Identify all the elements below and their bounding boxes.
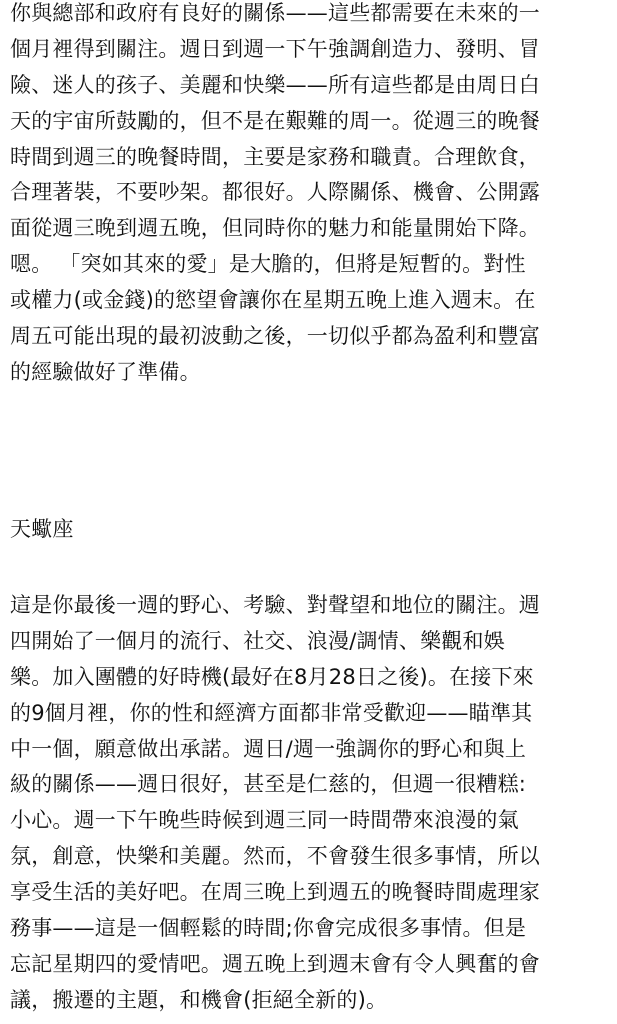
text-line: 級的關係——週日很好，甚至是仁慈的，但週一很糟糕:: [10, 772, 527, 797]
text-line: 周五可能出現的最初波動之後，一切似乎都為盈利和豐富: [10, 324, 540, 349]
text-line: 樂。加入團體的好時機(最好在8月28日之後)。在接下來: [10, 664, 534, 689]
text-line: 面從週三晚到週五晚，但同時你的魅力和能量開始下降。: [10, 216, 540, 241]
text-line: 時間到週三的晚餐時間，主要是家務和職責。合理飲食，: [10, 144, 540, 169]
text-line: 四開始了一個月的流行、社交、浪漫/調情、樂觀和娛: [10, 628, 505, 653]
text-line: 個月裡得到關注。週日到週一下午強調創造力、發明、冒: [10, 36, 540, 61]
text-line: 嗯。 「突如其來的愛」是大膽的，但將是短暫的。對性: [10, 252, 526, 277]
section-heading: [10, 512, 615, 548]
text-line: 險、迷人的孩子、美麗和快樂——所有這些都是由周日白: [10, 72, 540, 97]
zodiac-sign-heading: 天蠍座: [10, 517, 74, 541]
text-line: 天的宇宙所鼓勵的，但不是在艱難的周一。從週三的晚餐: [10, 108, 540, 133]
horoscope-paragraph-scorpio: [10, 588, 615, 1019]
text-line: 中一個，願意做出承諾。週日/週一強調你的野心和與上: [10, 736, 527, 761]
text-line: 務事——這是一個輕鬆的時間;你會完成很多事情。但是: [10, 916, 527, 941]
text-line: 或權力(或金錢)的慾望會讓你在星期五晚上進入週末。在: [10, 288, 536, 313]
text-line: 的經驗做好了準備。: [10, 359, 201, 384]
horoscope-paragraph-previous: [10, 0, 615, 391]
text-line: 這是你最後一週的野心、考驗、對聲望和地位的關注。週: [10, 593, 540, 617]
text-line: 議，搬遷的主題，和機會(拒絕全新的)。: [10, 987, 388, 1012]
text-line: 忘記星期四的愛情吧。週五晚上到週末會有令人興奮的會: [10, 951, 540, 976]
text-line: 小心。週一下午晚些時候到週三同一時間帶來浪漫的氣: [10, 808, 519, 833]
text-line: 的9個月裡，你的性和經濟方面都非常受歡迎——瞄準其: [10, 700, 533, 725]
text-line: 你與總部和政府有良好的關係——這些都需要在未來的一: [10, 1, 540, 25]
text-line: 享受生活的美好吧。在周三晚上到週五的晚餐時間處理家: [10, 880, 540, 905]
text-line: 氛，創意，快樂和美麗。然而，不會發生很多事情，所以: [10, 844, 540, 869]
text-line: 合理著裝，不要吵架。都很好。人際關係、機會、公開露: [10, 180, 540, 205]
